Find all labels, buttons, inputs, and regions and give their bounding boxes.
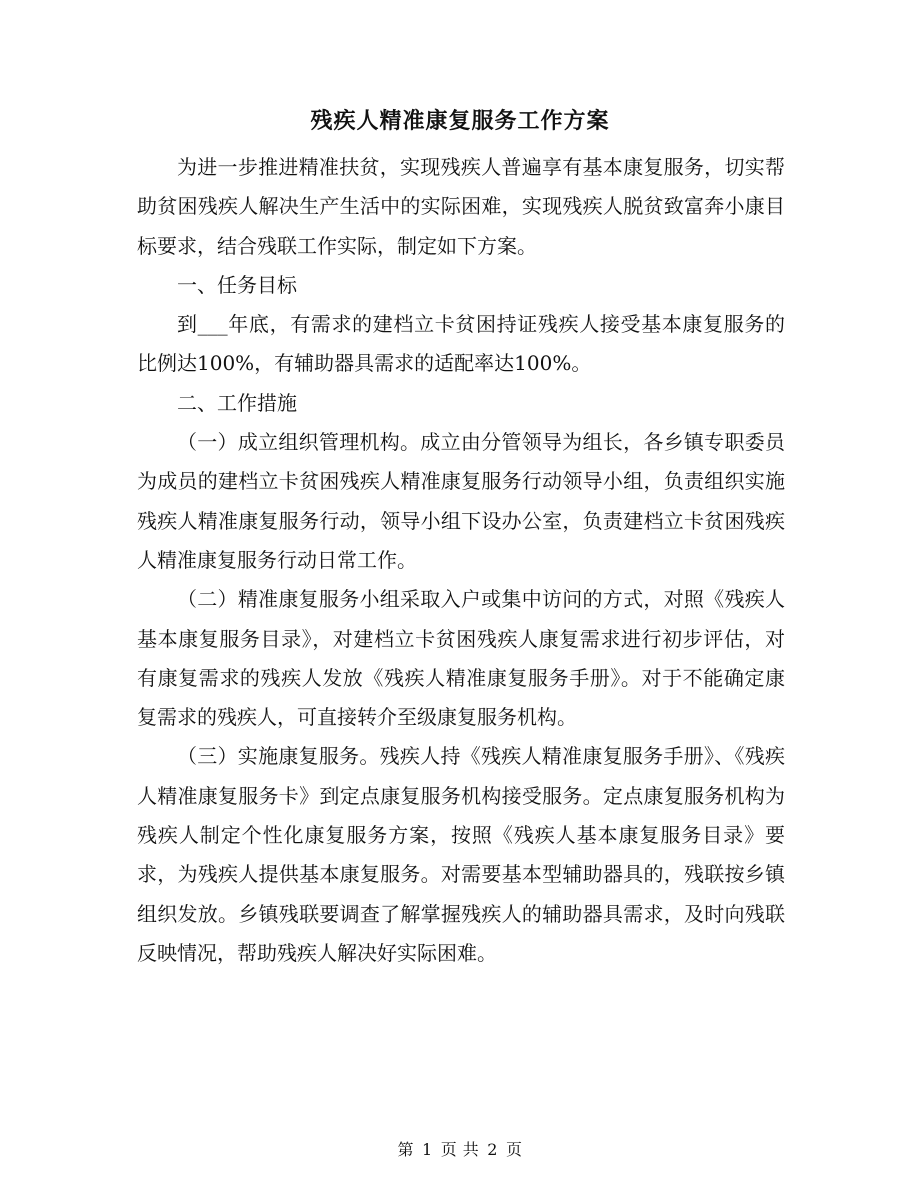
footer-total-pages: 2 xyxy=(487,1140,498,1159)
document-body xyxy=(137,148,785,973)
section-heading-goals: 一、任务目标 xyxy=(177,272,297,297)
footer-label-of: 页 共 xyxy=(440,1140,480,1159)
footer-current-page: 1 xyxy=(422,1140,433,1159)
measure-paragraph-3: （三）实施康复服务。残疾人持《残疾人精准康复服务手册》、《残疾人精准康复服务卡》到定点康复服务机构接受服务。定点康复服务机构为残疾人制定个性化康复服务方案，按照《残疾人基本康复服务目录》要求，为残疾人提供基本康复服务。对需要基本型辅助器具的，残联按乡镇组织发放。乡镇残联要调查了解掌握残疾人的辅助器具需求，及时向残联反映情况，帮助残疾人解决好实际困难。 xyxy=(137,744,785,965)
goals-paragraph: 到___年底，有需求的建档立卡贫困持证残疾人接受基本康复服务的比例达100%，有辅助器具需求的适配率达100%。 xyxy=(137,312,785,376)
section-heading-measures: 二、工作措施 xyxy=(177,390,297,415)
footer-label-end: 页 xyxy=(505,1140,523,1159)
intro-paragraph: 为进一步推进精准扶贫，实现残疾人普遍享有基本康复服务，切实帮助贫困残疾人解决生产生活中的实际困难，实现残疾人脱贫致富奔小康目标要求，结合残联工作实际，制定如下方案。 xyxy=(137,155,785,258)
footer-label-page: 第 xyxy=(397,1140,415,1159)
measure-paragraph-1: （一）成立组织管理机构。成立由分管领导为组长，各乡镇专职委员为成员的建档立卡贫困残疾人精准康复服务行动领导小组，负责组织实施残疾人精准康复服务行动，领导小组下设办公室，负责建档立卡贫困残疾人精准康复服务行动日常工作。 xyxy=(137,430,785,572)
document-title: 残疾人精准康复服务工作方案 xyxy=(310,108,610,134)
measure-paragraph-2: （二）精准康复服务小组采取入户或集中访问的方式，对照《残疾人基本康复服务目录》，对建档立卡贫困残疾人康复需求进行初步评估，对有康复需求的残疾人发放《残疾人精准康复服务手册》。对于不能确定康复需求的残疾人，可直接转介至级康复服务机构。 xyxy=(137,587,785,730)
page-footer xyxy=(0,1139,920,1161)
